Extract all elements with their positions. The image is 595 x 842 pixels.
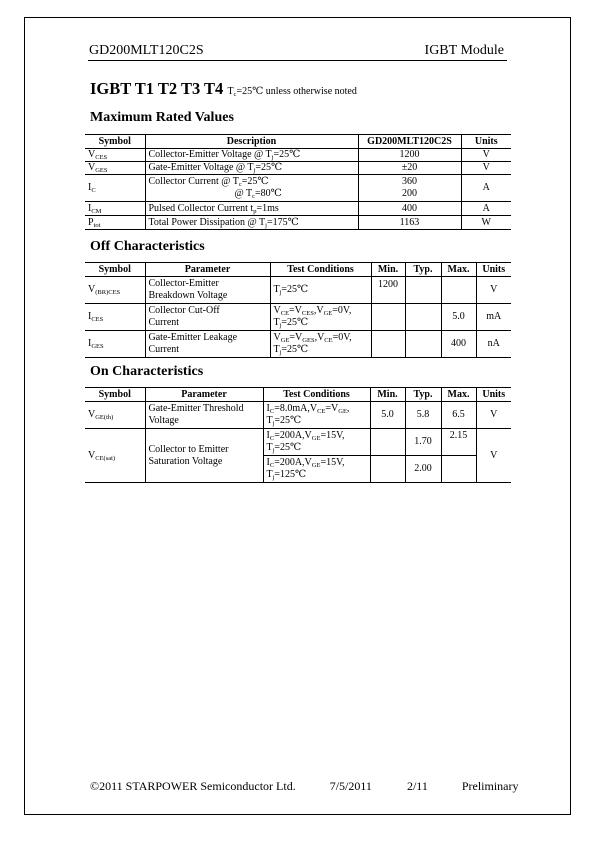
- col-test-conditions: Test Conditions: [263, 388, 370, 402]
- off-char-table: [85, 262, 511, 358]
- header-doc-type: IGBT Module: [424, 43, 504, 58]
- on-char-heading: On Characteristics: [90, 364, 204, 379]
- col-symbol: Symbol: [85, 263, 145, 277]
- footer-page: 2/11: [406, 779, 428, 793]
- footer-date: 7/5/2011: [329, 779, 372, 793]
- col-min: Min.: [370, 388, 405, 402]
- section-title-condition: $T_c=25℃$ unless otherwise noted: [227, 86, 357, 98]
- table-row: $I_{GES}$ Gate-Emitter Leakage Current $V_{GE}=V_{GES},V_{CE}=0V$, $T_j=25℃$ 400 nA: [85, 331, 511, 358]
- footer-status: Preliminary: [461, 779, 519, 793]
- col-units: Units: [476, 263, 511, 277]
- on-char-table: [85, 387, 511, 483]
- col-units: Units: [461, 135, 511, 149]
- col-description: Description: [145, 135, 358, 149]
- table-row: $I_{CES}$ Collector Cut-Off Current $V_{CE}=V_{CES},V_{GE}=0V$, $T_j=25℃$ 5.0 mA: [85, 304, 511, 331]
- col-test-conditions: Test Conditions: [270, 263, 371, 277]
- header-rule: [88, 60, 507, 61]
- col-typ: Typ.: [405, 388, 441, 402]
- footer-copyright: ©2011 STARPOWER Semiconductor Ltd.: [90, 779, 296, 793]
- col-max: Max.: [441, 263, 476, 277]
- table-row: $I_C=200A,V_{GE}=15V$, $T_j=125℃$ 2.00: [85, 456, 511, 483]
- max-rated-heading: Maximum Rated Values: [90, 110, 234, 125]
- col-units: Units: [476, 388, 511, 402]
- section-title-main: IGBT T1 T2 T3 T4: [90, 79, 224, 98]
- off-char-heading: Off Characteristics: [90, 239, 205, 254]
- col-typ: Typ.: [405, 263, 441, 277]
- table-row: $V_{(BR)CES}$ Collector-Emitter Breakdown Voltage $T_j=25℃$ 1200 V: [85, 277, 511, 304]
- col-part-number: GD200MLT120C2S: [358, 135, 461, 149]
- header-part-number: GD200MLT120C2S: [89, 43, 204, 58]
- col-max: Max.: [441, 388, 476, 402]
- col-parameter: Parameter: [145, 388, 263, 402]
- col-symbol: Symbol: [85, 135, 145, 149]
- max-rated-table: [85, 134, 511, 230]
- table-row: $V_{GE(th)}$ Gate-Emitter Threshold Voltage $I_C=8.0mA,V_{CE}=V_{GE}$, $T_j=25℃$ 5.0 5.8 6.5 V: [85, 402, 511, 429]
- table-row: $V_{CE(sat)}$ Collector to Emitter Saturation Voltage $I_C=200A,V_{GE}=15V$, $T_j=25℃$ 1.70 2.15 V: [85, 429, 511, 456]
- table-row: $I_{CM}$ Pulsed Collector Current $t_p=1ms$ 400 A: [85, 202, 511, 216]
- table-row: $I_C$ Collector Current @ $T_c=25℃$ @ $T_c=80℃$ 360 200 A: [85, 175, 511, 202]
- section-title: [90, 79, 357, 99]
- table-row: $P_{tot}$ Total Power Dissipation @ $T_j=175℃$ 1163 W: [85, 216, 511, 230]
- col-parameter: Parameter: [145, 263, 270, 277]
- footer: [90, 779, 518, 794]
- col-symbol: Symbol: [85, 388, 145, 402]
- table-row: $V_{CES}$ Collector-Emitter Voltage @ $T_j=25℃$ 1200 V: [85, 149, 511, 162]
- col-min: Min.: [371, 263, 405, 277]
- table-row: $V_{GES}$ Gate-Emitter Voltage @ $T_j=25℃$ ±20 V: [85, 162, 511, 175]
